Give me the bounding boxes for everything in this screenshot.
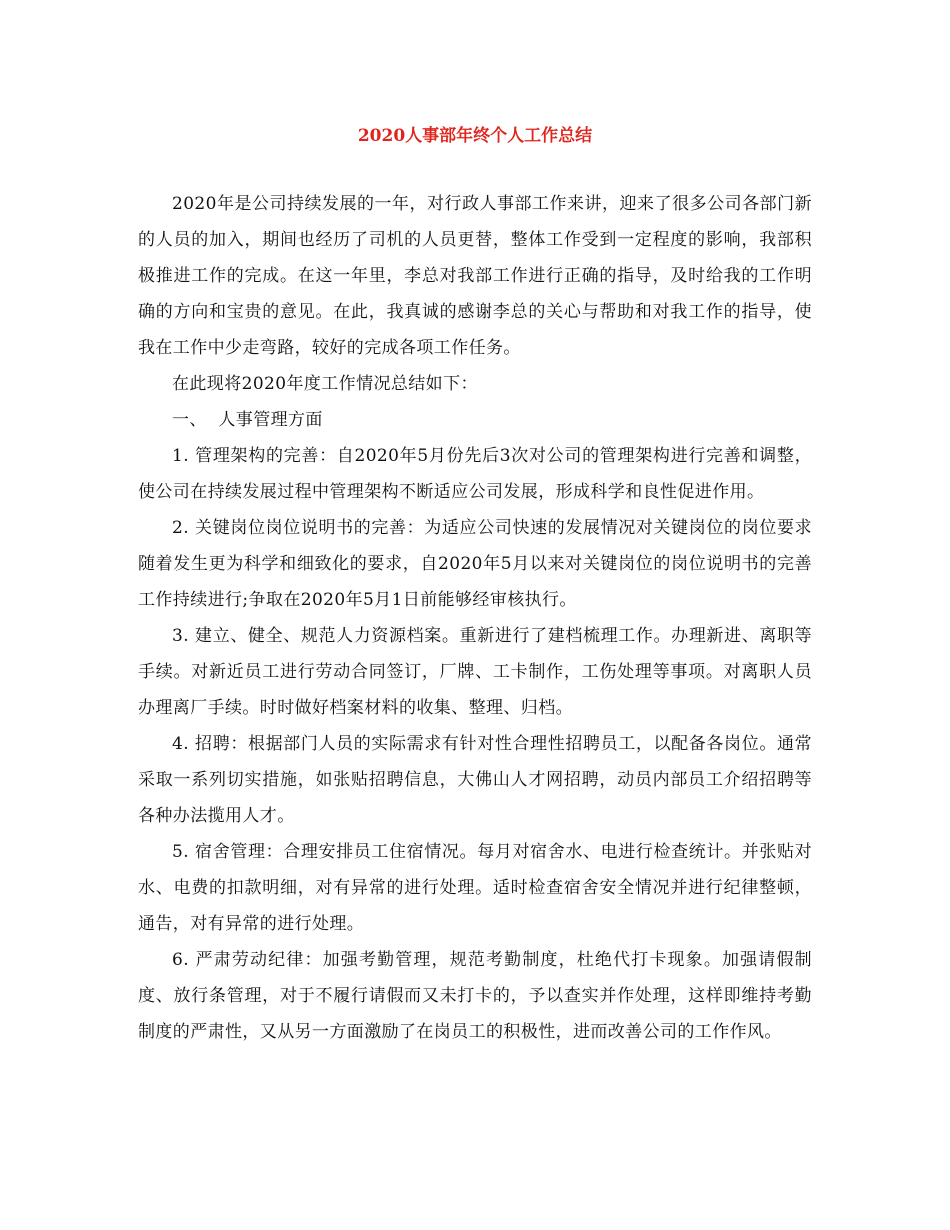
item-paragraph-2: 2. 关键岗位岗位说明书的完善：为适应公司快速的发展情况对关键岗位的岗位要求随着发生更为科学和细致化的要求，自2020年5月以来对关键岗位的岗位说明书的完善工作持续进行;争取在2020年5月1日前能够经审核执行。: [138, 518, 812, 610]
section-heading-hr-management: 一、 人事管理方面: [172, 410, 323, 430]
summary-lead-paragraph: 在此现将2020年度工作情况总结如下：: [172, 374, 478, 394]
item-paragraph-5: 5. 宿舍管理：合理安排员工住宿情况。每月对宿舍水、电进行检查统计。并张贴对水、电费的扣款明细，对有异常的进行处理。适时检查宿舍安全情况并进行纪律整顿，通告，对有异常的进行处理。: [138, 842, 812, 934]
intro-paragraph: 2020年是公司持续发展的一年，对行政人事部工作来讲，迎来了很多公司各部门新的人员的加入，期间也经历了司机的人员更替，整体工作受到一定程度的影响，我部积极推进工作的完成。在这一年里，李总对我部工作进行正确的指导，及时给我的工作明确的方向和宝贵的意见。在此，我真诚的感谢李总的关心与帮助和对我工作的指导，使我在工作中少走弯路，较好的完成各项工作任务。: [138, 194, 812, 358]
item-paragraph-4: 4. 招聘：根据部门人员的实际需求有针对性合理性招聘员工，以配备各岗位。通常采取一系列切实措施，如张贴招聘信息，大佛山人才网招聘，动员内部员工介绍招聘等各种办法揽用人才。: [138, 734, 812, 826]
item-paragraph-3: 3. 建立、健全、规范人力资源档案。重新进行了建档梳理工作。办理新进、离职等手续。对新近员工进行劳动合同签订，厂牌、工卡制作，工伤处理等事项。对离职人员办理离厂手续。时时做好档案材料的收集、整理、归档。: [138, 626, 812, 718]
item-paragraph-1: 1. 管理架构的完善：自2020年5月份先后3次对公司的管理架构进行完善和调整，使公司在持续发展过程中管理架构不断适应公司发展，形成科学和良性促进作用。: [138, 446, 812, 502]
item-paragraph-6: 6. 严肃劳动纪律：加强考勤管理，规范考勤制度，杜绝代打卡现象。加强请假制度、放行条管理，对于不履行请假而又未打卡的，予以查实并作处理，这样即维持考勤制度的严肃性，又从另一方面激励了在岗员工的积极性，进而改善公司的工作作风。: [138, 950, 812, 1042]
document-title: 2020人事部年终个人工作总结: [357, 126, 593, 146]
